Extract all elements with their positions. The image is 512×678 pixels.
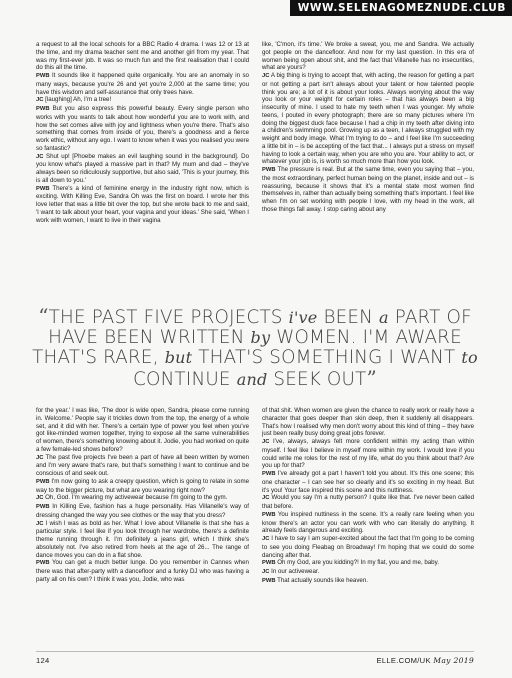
paragraph-text: You can get a much better lunge. Do you remember in Cannes when there was that after-party with a dancefloor and a funky DJ who was having a party all on his own? I think it was you, Jodie, who was [36, 559, 249, 583]
paragraph-text: In our activewear. [271, 568, 320, 575]
pull-quote-emphasis: a [379, 308, 389, 327]
pull-quote-text: WOMEN. I'M AWARE THAT'S RARE, [32, 327, 462, 368]
speaker-initials: JC [36, 520, 44, 527]
interview-paragraph [262, 568, 474, 577]
interview-paragraph [36, 72, 249, 96]
interview-paragraph [36, 559, 249, 583]
interview-paragraph [36, 105, 249, 153]
pull-quote-emphasis: but [164, 348, 193, 367]
paragraph-text: a request to all the local schools for a BBC Radio 4 drama. I was 12 or 13 at the time, and my drama teacher sent me and another girl from my year. That was my first-ever job. It was so much fun and the first realisation that I could do this all the time. [36, 41, 249, 72]
speaker-initials: JC [262, 439, 270, 445]
interview-paragraph [36, 96, 249, 105]
speaker-initials: JC [262, 569, 270, 575]
interview-paragraph [262, 535, 474, 559]
speaker-initials: PWB [36, 185, 50, 192]
masthead-url: ELLE.COM/UK [376, 656, 431, 665]
speaker-initials: PWB [262, 560, 276, 567]
paragraph-text: [laughing] Ah, I'm a tree! [45, 96, 112, 104]
interview-paragraph [36, 185, 249, 225]
article-column-bottom-left [36, 407, 249, 584]
interview-paragraph [262, 494, 474, 511]
pull-quote-text: THAT'S SOMETHING I WANT [192, 347, 462, 368]
article-column-bottom-right [262, 407, 474, 586]
interview-paragraph [36, 478, 249, 495]
pull-quote-text: SEEK OUT [267, 369, 367, 390]
pull-quote-emphasis: i've [288, 308, 318, 327]
paragraph-text: A big thing is trying to accept that, with acting, the reason for getting a part or not getting a part isn't always about your talent or how talented people think you are; a lot of it is about your looks. Always worrying about the way you look or your weight for certain roles – that has always been a big insecurity of mine. I used to hate my teeth when I was younger. My whole teens, I pouted in every photograph; there are so many pictures where I'm doing the biggest duck face because I had a chip in my teeth after diving into a children's swimming pool. Growing up as a teen, I always struggled with my weight and body image. What I'm trying to do – and I feel like I'm succeeding a little bit in – is be accepting of the fact that... I always put a stress on myself having to look a certain way, when you are who you are. Your ability to act, or whatever your job is, is worth so much more than how you look. [262, 72, 474, 166]
paragraph-text: There's a kind of feminine energy in the industry right now, which is exciting. With Killing Eve, Sandra Oh was the first on board. I wrote her this love letter that was a little bit over the top, but she wrote back to me and said, 'I want to talk about your heart, your vagina and your ideas.' She said, 'When I work with women, I want to live in their vagina [36, 184, 249, 224]
interview-paragraph [262, 407, 474, 438]
paragraph-text: Oh my God, are you kidding?! In my flat, you and me, baby. [277, 559, 439, 567]
interview-paragraph [36, 407, 249, 454]
paragraph-text: I wish I was as bold as her. What I love about Villanelle is that she has a particular style. I feel like if you look through her wardrobe, there's a definite theme running through it. I'm definitely a jeans girl, which I think she's absolutely not. I've also retired from heels at the age of 26... The range of dance moves you can do in a flat shoe. [36, 519, 249, 559]
speaker-initials: JC [36, 454, 44, 461]
paragraph-text: The past five projects I've been a part of have all been written by women and I'm very aware that's rare, but that's something I want to continue and be conscious of and seek out. [36, 453, 249, 477]
speaker-initials: PWB [262, 511, 276, 518]
interview-paragraph [262, 559, 474, 568]
pull-quote-emphasis: by [250, 328, 271, 347]
speaker-initials: PWB [262, 471, 276, 477]
paragraph-text: for the year.' I was like, 'The door is wide open, Sandra, please come running in. Welcome.' People say it trickles down from the top, the energy of a whole set, and it did with her. There's a certain type of power you feel when you've got like-minded women together, trying to expose all the same vulnerabilities of women, there's something knowing about it. Jodie, you had worked on quite a few female-led shows before? [36, 407, 249, 453]
interview-paragraph [36, 454, 249, 478]
paragraph-text: That actually sounds like heaven. [277, 576, 368, 584]
watermark: WWW.SELENAGOMEZNUDE.CLUB [290, 0, 512, 16]
paragraph-text: I've already got a part I haven't told you about. It's this one scene; this one character – I can see her so clearly and it's so exciting in my head. But it's you! Your face inspired this scene and this nuttiness. [262, 470, 474, 494]
interview-paragraph [36, 153, 249, 185]
speaker-initials: JC [262, 73, 270, 79]
paragraph-text: But you also express this powerful beauty. Every single person who works with you wants to talk about how wonderful you are to work with, and how the set comes alive with joy and lightness when you're there. That's also something that comes from inside of you, there's a goodness and a fierce work ethic, without any ego. I want to know when it was you realised you were so fantastic? [36, 105, 249, 152]
interview-paragraph [36, 494, 249, 503]
interview-paragraph [262, 577, 474, 586]
interview-paragraph [262, 72, 474, 166]
speaker-initials: PWB [262, 167, 276, 173]
page-number: 124 [36, 656, 50, 665]
pull-quote-text: PART OF HAVE BEEN WRITTEN [48, 307, 472, 348]
article-column-top-left [36, 41, 249, 224]
pull-quote-emphasis: and [236, 370, 268, 389]
paragraph-text: I've, always, always felt more confident within my acting than within myself. I feel like I believe in myself more within my work. I would love if you could write me roles for the rest of my life, what do you think about that? Are you up for that? [262, 438, 474, 470]
pull-quote-text: CONTINUE [133, 369, 237, 390]
interview-paragraph [262, 470, 474, 494]
speaker-initials: PWB [36, 106, 50, 112]
article-column-top-right [262, 41, 474, 214]
paragraph-text: Oh, God. I'm wearing my activewear because I'm going to the gym. [45, 494, 228, 502]
paragraph-text: In Killing Eve, fashion has a huge personality. Has Villanelle's way of dressing changed the way you see clothes or the way that you dress? [36, 503, 249, 519]
speaker-initials: PWB [36, 504, 50, 510]
pull-quote-text: THE PAST FIVE PROJECTS [48, 307, 289, 328]
close-quote-mark: ” [366, 366, 377, 390]
paragraph-text: Shut up! [Phoebe makes an evil laughing sound in the background]. Do you know what's played a massive part in that? My mum and dad – they've always been so ridiculously supportive, but also said, 'This is your journey, this is all down to you.' [36, 152, 250, 184]
interview-paragraph [36, 503, 249, 520]
interview-paragraph [262, 438, 474, 470]
paragraph-text: The pressure is real. But at the same time, even you saying that – you, the most extraordinary, perfect human being on the planet, inside and out – is reassuring, because it shows that it's a mental state most women find themselves in, rather than actually being something that's important. I feel like when I'm on set working with people I love, with my head in the work, all those things fall away. I stop caring about any [262, 166, 474, 213]
interview-paragraph [262, 511, 474, 535]
issue-date: May 2019 [433, 656, 474, 665]
paragraph-text: It sounds like it happened quite organically. You are an anomaly in so many ways, because you're 26 and yet you're 2,000 at the same time; you have this wisdom and self-assurance that only trees have. [36, 72, 249, 96]
speaker-initials: PWB [36, 73, 50, 79]
speaker-initials: PWB [262, 577, 276, 584]
speaker-initials: JC [36, 495, 44, 502]
page-footer [36, 651, 474, 665]
open-quote-mark: “ [38, 304, 49, 328]
speaker-initials: JC [36, 153, 44, 160]
pull-quote [32, 306, 478, 390]
paragraph-text: Would you say I'm a nutty person? I quite like that. I've never been called that before. [262, 494, 474, 510]
paragraph-text: of that shit. When women are given the chance to really work or really have a character that goes deeper than skin deep, then it suddenly all disappears. That's how I realised why men don't worry about this kind of thing – they have just been really busy doing great jobs forever. [262, 407, 474, 438]
paragraph-text: You inspired nuttiness in the scene. It's a really rare feeling when you know there's an actor you can work with who can literally do anything. It already feels dangerous and exciting. [262, 510, 474, 535]
speaker-initials: PWB [36, 478, 50, 485]
interview-paragraph [36, 520, 249, 560]
paragraph-text: I have to say I am super-excited about the fact that I'm going to be coming to see you doing Fleabag on Broadway! I'm hoping that we could do some dancing after that. [262, 535, 474, 559]
footer-masthead [376, 656, 474, 665]
interview-paragraph [262, 166, 474, 214]
pull-quote-text: BEEN [317, 307, 380, 328]
paragraph-text: like, 'C'mon, it's time.' We broke a sweat, you, me and Sandra. We actually got people on the dancefloor. And now for my last question. In this era of women being open about shit, and the fact that Villanelle has no insecurities, what are yours? [262, 41, 474, 72]
pull-quote-emphasis: to [461, 348, 478, 367]
interview-paragraph [36, 41, 249, 72]
speaker-initials: JC [262, 495, 270, 502]
speaker-initials: PWB [36, 560, 50, 567]
speaker-initials: JC [262, 536, 270, 542]
speaker-initials: JC [36, 97, 44, 104]
interview-paragraph [262, 41, 474, 72]
paragraph-text: I'm now going to ask a creepy question, which is going to relate in some way to the bigger picture, but what are you wearing right now? [36, 477, 249, 494]
